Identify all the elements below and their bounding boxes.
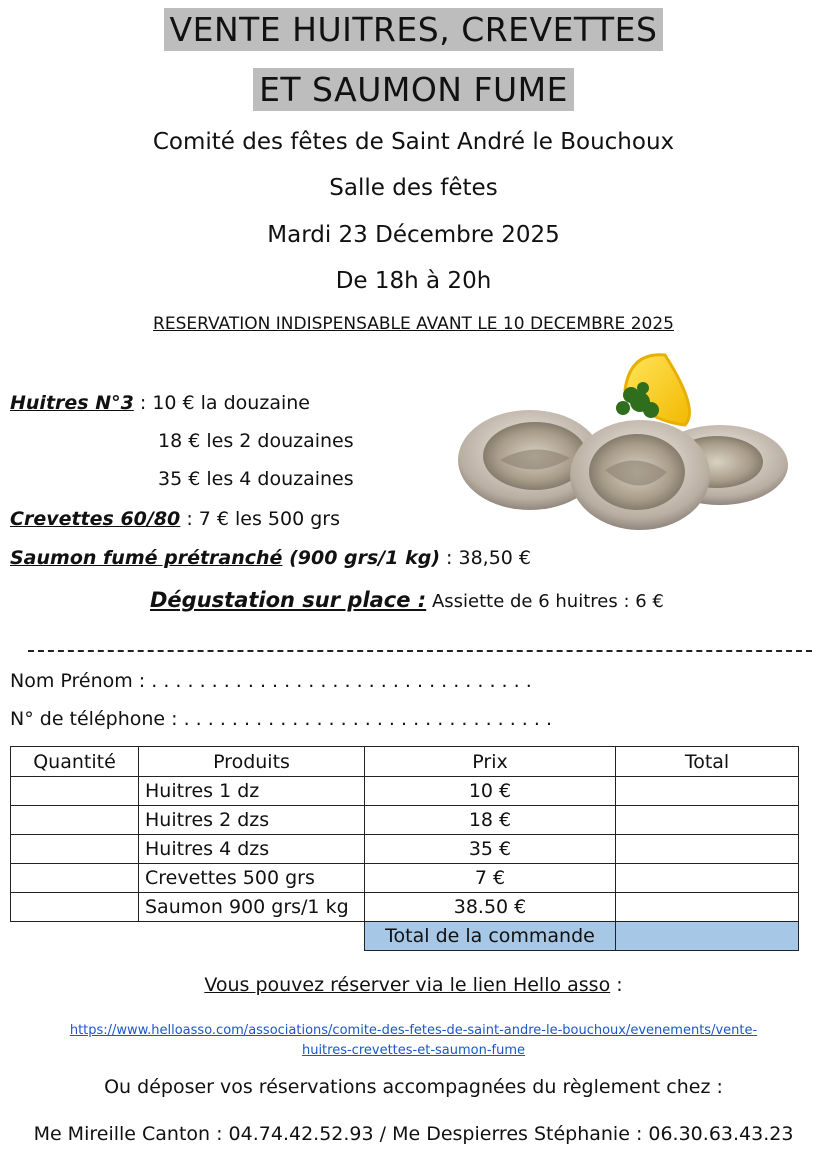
helloasso-link-block bbox=[0, 1020, 827, 1060]
product-cell: Huitres 1 dz bbox=[139, 777, 365, 806]
quantity-cell[interactable] bbox=[11, 835, 139, 864]
tasting-label: Dégustation sur place : bbox=[150, 588, 427, 612]
tasting-line bbox=[150, 588, 664, 612]
price-cell: 18 € bbox=[365, 806, 616, 835]
header-price: Prix bbox=[365, 747, 616, 777]
table-row bbox=[11, 835, 799, 864]
quantity-cell[interactable] bbox=[11, 777, 139, 806]
order-total-label: Total de la commande bbox=[365, 922, 616, 951]
price-cell: 35 € bbox=[365, 835, 616, 864]
organizer: Comité des fêtes de Saint André le Bouchoux bbox=[152, 129, 675, 155]
shrimp-price-line bbox=[10, 508, 340, 530]
tasting-price: Assiette de 6 huitres : 6 € bbox=[426, 591, 664, 612]
phone-field[interactable]: N° de téléphone : . . . . . . . . . . . . . . . . . . . . . . . . . . . . . . . bbox=[10, 708, 553, 730]
page-title-line1: VENTE HUITRES, CREVETTES bbox=[164, 8, 664, 51]
oysters-sep: : bbox=[133, 392, 153, 414]
empty-cell bbox=[11, 922, 139, 951]
helloasso-colon: : bbox=[610, 974, 623, 996]
shrimp-price: : 7 € les 500 grs bbox=[180, 508, 340, 530]
table-row bbox=[11, 806, 799, 835]
shrimp-label: Crevettes 60/80 bbox=[10, 508, 181, 530]
price-cell: 7 € bbox=[365, 864, 616, 893]
total-row bbox=[11, 922, 799, 951]
helloasso-text: Vous pouvez réserver via le lien Hello asso bbox=[204, 974, 611, 996]
total-cell[interactable] bbox=[616, 806, 799, 835]
oysters-price-2: 18 € les 2 douzaines bbox=[158, 430, 354, 452]
contacts: Me Mireille Canton : 04.74.42.52.93 / Me Despierres Stéphanie : 06.30.63.43.23 bbox=[33, 1123, 794, 1145]
page-title-line2: ET SAUMON FUME bbox=[253, 68, 574, 111]
oysters-price-1: 10 € la douzaine bbox=[152, 392, 310, 414]
reservation-deadline: RESERVATION INDISPENSABLE AVANT LE 10 DECEMBRE 2025 bbox=[153, 314, 674, 334]
event-time: De 18h à 20h bbox=[335, 268, 492, 294]
helloasso-line bbox=[0, 974, 827, 996]
helloasso-link-line1[interactable]: https://www.helloasso.com/associations/comite-des-fetes-de-saint-andre-le-bouchoux/evenements/vente- bbox=[69, 1023, 758, 1038]
venue: Salle des fêtes bbox=[329, 175, 498, 201]
product-cell: Huitres 2 dzs bbox=[139, 806, 365, 835]
oysters-price-4: 35 € les 4 douzaines bbox=[158, 468, 354, 490]
empty-cell bbox=[139, 922, 365, 951]
header-total: Total bbox=[616, 747, 799, 777]
product-cell: Crevettes 500 grs bbox=[139, 864, 365, 893]
header-quantity: Quantité bbox=[11, 747, 139, 777]
price-cell: 10 € bbox=[365, 777, 616, 806]
cut-line bbox=[28, 650, 812, 652]
product-cell: Huitres 4 dzs bbox=[139, 835, 365, 864]
total-cell[interactable] bbox=[616, 835, 799, 864]
total-cell[interactable] bbox=[616, 864, 799, 893]
salmon-weight: (900 grs/1 kg) bbox=[282, 547, 441, 569]
order-table bbox=[10, 746, 799, 951]
product-cell: Saumon 900 grs/1 kg bbox=[139, 893, 365, 922]
price-cell: 38.50 € bbox=[365, 893, 616, 922]
oysters-lemon-photo-icon bbox=[455, 350, 790, 535]
total-cell[interactable] bbox=[616, 893, 799, 922]
salmon-label: Saumon fumé prétranché bbox=[10, 547, 283, 569]
salmon-price-line bbox=[10, 547, 531, 569]
header-products: Produits bbox=[139, 747, 365, 777]
table-header-row bbox=[11, 747, 799, 777]
table-row bbox=[11, 777, 799, 806]
quantity-cell[interactable] bbox=[11, 893, 139, 922]
table-row bbox=[11, 864, 799, 893]
event-date: Mardi 23 Décembre 2025 bbox=[267, 222, 560, 248]
total-cell[interactable] bbox=[616, 777, 799, 806]
salmon-price: : 38,50 € bbox=[440, 547, 532, 569]
quantity-cell[interactable] bbox=[11, 806, 139, 835]
name-field[interactable]: Nom Prénom : . . . . . . . . . . . . . . . . . . . . . . . . . . . . . . . . bbox=[10, 670, 532, 692]
oysters-price-line bbox=[10, 392, 310, 414]
helloasso-link-line2[interactable]: huitres-crevettes-et-saumon-fume bbox=[301, 1043, 526, 1058]
table-row bbox=[11, 893, 799, 922]
quantity-cell[interactable] bbox=[11, 864, 139, 893]
deposit-instructions: Ou déposer vos réservations accompagnées du règlement chez : bbox=[104, 1076, 723, 1098]
order-total-value[interactable] bbox=[616, 922, 799, 951]
oysters-label: Huitres N°3 bbox=[10, 392, 134, 414]
